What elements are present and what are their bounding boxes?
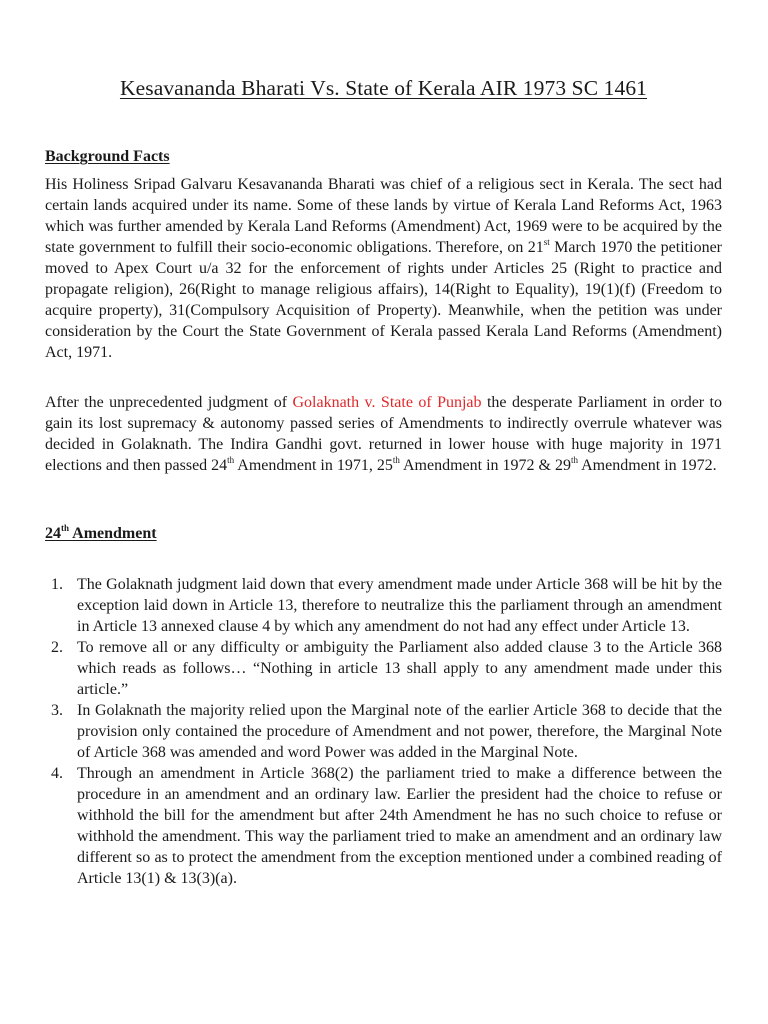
list-item-number: 2. [51, 639, 63, 656]
golaknath-case-link[interactable]: Golaknath v. State of Punjab [292, 394, 482, 411]
golaknath-text-1: After the unprecedented judgment of [45, 394, 293, 411]
golaknath-text-2: the desperate Parliament in order to gain its lost supremacy & autonomy passed series of Amendments to indirectly overrule whatever was decided in Golaknath. The Indira Gandhi govt. returned in lower house with huge majority in 1971 elections and then passed 24 [45, 394, 722, 474]
amendment-points-list [45, 574, 722, 889]
list-item [45, 637, 722, 700]
page-title: Kesavananda Bharati Vs. State of Kerala AIR 1973 SC 1461 [119, 76, 648, 100]
background-text-1: His Holiness Sripad Galvaru Kesavananda Bharati was chief of a religious sect in Kerala. The sect had certain lands acquired under its name. Some of these lands by virtue of Kerala Land Reforms Act, 1963 which was further amended by Kerala Land Reforms (Amendment) Act, 1969 were to be acquired by the state government to fulfill their socio-economic obligations. Therefore, on 21 [45, 176, 722, 256]
amendment-heading-number: 24 [45, 525, 61, 542]
list-item-number: 3. [51, 702, 63, 719]
ordinal-suffix: th [227, 454, 235, 465]
golaknath-text-5: Amendment in 1972. [577, 457, 717, 474]
amendment-heading-text: Amendment [69, 525, 157, 542]
golaknath-text-3: Amendment in 1971, 25 [234, 457, 393, 474]
list-item-text: The Golaknath judgment laid down that every amendment made under Article 368 will be hit by the exception laid down in Article 13, therefore to neutralize this the parliament through an amendment in Article 13 annexed clause 4 by which any amendment do not had any effect under Article 13. [77, 576, 722, 635]
ordinal-suffix: th [61, 522, 70, 533]
list-item-text: To remove all or any difficulty or ambiguity the Parliament also added clause 3 to the Article 368 which reads as follows… “Nothing in article 13 shall apply to any amendment made under this article.” [77, 639, 722, 698]
ordinal-suffix: th [392, 454, 400, 465]
background-facts-paragraph [45, 174, 722, 363]
list-item-number: 4. [51, 765, 63, 782]
golaknath-text-4: Amendment in 1972 & 29 [399, 457, 571, 474]
ordinal-suffix: th [570, 454, 578, 465]
list-item [45, 574, 722, 637]
amendment-heading [45, 522, 157, 543]
list-item-text: In Golaknath the majority relied upon the Marginal note of the earlier Article 368 to decide that the provision only contained the procedure of Amendment and not power, therefore, the Marginal Note of Article 368 was amended and word Power was added in the Marginal Note. [77, 702, 722, 761]
list-item-text: Through an amendment in Article 368(2) the parliament tried to make a difference between the procedure in an amendment and an ordinary law. Earlier the president had the choice to refuse or withhold the bill for the amendment but after 24th Amendment he has no such choice to refuse or withhold the amendment. This way the parliament tried to make an amendment and an ordinary law different so as to protect the amendment from the exception mentioned under a combined reading of Article 13(1) & 13(3)(a). [77, 765, 722, 887]
background-facts-heading: Background Facts [45, 148, 170, 165]
background-text-2: March 1970 the petitioner moved to Apex Court u/a 32 for the enforcement of rights under Articles 25 (Right to practice and propagate religion), 26(Right to manage religious affairs), 14(Right to Equality), 19(1)(f) (Freedom to acquire property), 31(Compulsory Acquisition of Property). Meanwhile, when the petition was under consideration by the Court the State Government of Kerala passed Kerala Land Reforms (Amendment) Act, 1971. [45, 239, 722, 361]
ordinal-suffix: st [543, 236, 550, 247]
golaknath-paragraph [45, 392, 722, 476]
list-item [45, 700, 722, 763]
list-item [45, 763, 722, 889]
list-item-number: 1. [51, 576, 63, 593]
